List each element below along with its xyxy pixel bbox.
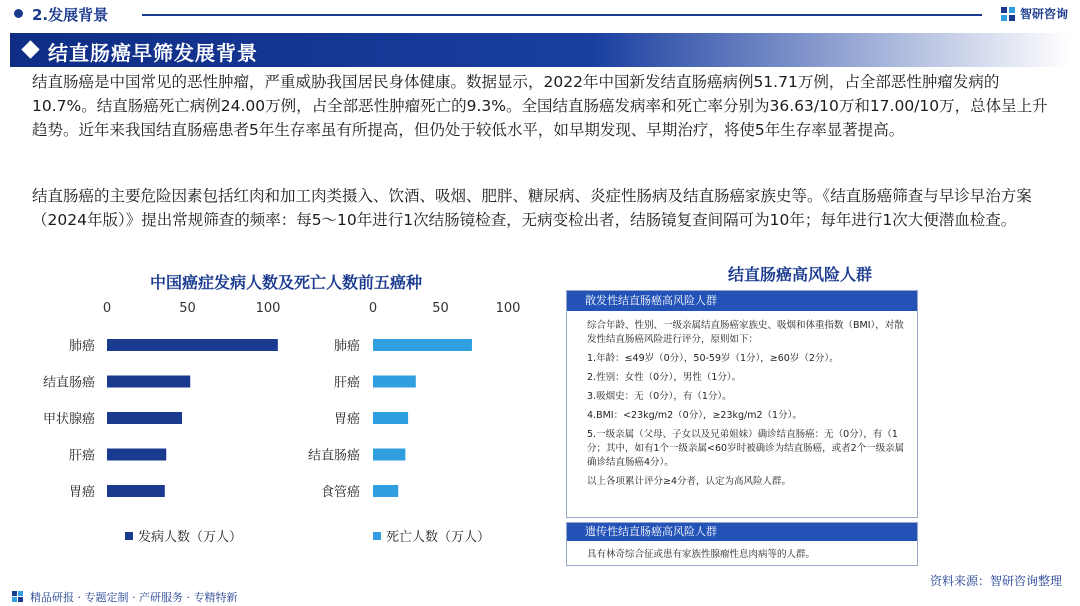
x-tick-label: 50 [179, 301, 196, 316]
legend-label: 死亡人数（万人） [386, 530, 491, 545]
sporadic-risk-box [566, 290, 918, 518]
risk-conclusion: 以上各项累计评分≥4分者，认定为高风险人群。 [587, 476, 792, 487]
risk-item-family: 5.一级亲属（父母、子女以及兄弟姐妹）确诊结直肠癌：无（0分），有（1分；其中，如有1个一级亲属<60岁时被确诊为结直肠癌，或者2个一级亲属确诊结直肠癌4分）。 [587, 429, 905, 468]
paragraph-incidence: 结直肠癌是中国常见的恶性肿瘤，严重威胁我国居民身体健康。数据显示，2022年中国新发结直肠癌病例51.71万例，占全部恶性肿瘤发病的10.7%。结直肠癌死亡病例24.00万例，占全部恶性肿瘤死亡的9.3%。全国结直肠癌发病率和死亡率分别为36.63/10万和17.00/10万，总体呈上升趋势。近年来我国结直肠癌患者5年生存率虽有所提高，但仍处于较低水平，如早期发现、早期治疗，将使5年生存率显著提高。 [32, 73, 1048, 139]
section-title: 2.发展背景 [32, 6, 109, 24]
diamond-icon [21, 40, 39, 58]
legend-swatch [373, 532, 381, 540]
x-tick-label: 100 [495, 301, 521, 316]
legend-swatch [125, 532, 133, 540]
category-label: 肝癌 [333, 375, 360, 391]
category-label: 结直肠癌 [307, 448, 360, 464]
category-label: 肺癌 [68, 339, 95, 354]
bar [107, 449, 166, 461]
section-banner [10, 33, 1070, 67]
bar [107, 485, 165, 497]
bar [373, 412, 408, 424]
paragraph-risk-factors: 结直肠癌的主要危险因素包括红肉和加工肉类摄入、饮酒、吸烟、肥胖、糖尿病、炎症性肠病及结直肠癌家族史等。《结直肠癌筛查与早诊早治方案（2024年版）》提出常规筛查的频率：每5～10年进行1次结肠镜检查，无病变检出者，结肠镜复查间隔可为10年；每年进行1次大便潜血检查。 [32, 187, 1032, 229]
x-tick-label: 100 [255, 301, 281, 316]
bar [373, 449, 405, 461]
x-tick-label: 50 [432, 301, 449, 316]
section-bullet-icon [14, 9, 23, 18]
sporadic-risk-header: 散发性结直肠癌高风险人群 [567, 291, 917, 311]
footer-tagline: 精品研报 · 专题定制 · 产研服务 · 专精特新 [30, 591, 238, 604]
category-label: 食管癌 [320, 485, 360, 500]
bar [107, 339, 278, 351]
bar [107, 412, 182, 424]
source-note: 资料来源：智研咨询整理 [929, 574, 1062, 588]
category-label: 肺癌 [333, 339, 360, 354]
risk-item-gender: 2.性别：女性（0分），男性（1分）。 [587, 372, 742, 383]
banner-title: 结直肠癌早筛发展背景 [48, 41, 258, 65]
category-label: 结直肠癌 [42, 375, 95, 391]
chart-title: 中国癌症发病人数及死亡人数前五癌种 [150, 273, 423, 292]
bar [373, 485, 398, 497]
cancer-bar-charts [0, 290, 560, 560]
category-label: 胃癌 [333, 412, 360, 427]
hereditary-risk-text: 具有林奇综合征或患有家族性腺瘤性息肉病等的人群。 [587, 549, 816, 560]
x-tick-label: 0 [368, 301, 378, 316]
risk-item-age: 1.年龄：≤49岁（0分），50-59岁（1分），≥60岁（2分）。 [587, 353, 839, 364]
hereditary-risk-header: 遗传性结直肠癌高风险人群 [567, 523, 917, 541]
category-label: 甲状腺癌 [42, 412, 95, 427]
bar [373, 339, 472, 351]
bar [373, 376, 416, 388]
category-label: 胃癌 [68, 485, 95, 500]
sporadic-risk-body [587, 319, 909, 494]
category-label: 肝癌 [68, 448, 95, 464]
risk-intro: 综合年龄、性别、一级亲属结直肠癌家族史、吸烟和体重指数（BMI），对散发性结直肠癌风险进行评分，原则如下： [587, 320, 904, 345]
footer-logo-icon [12, 591, 24, 602]
logo-icon [1000, 6, 1016, 22]
hereditary-risk-box [566, 522, 918, 566]
x-tick-label: 0 [102, 301, 112, 316]
legend-label: 发病人数（万人） [138, 530, 243, 545]
risk-item-smoking: 3.吸烟史：无（0分），有（1分）。 [587, 391, 732, 402]
brand-logo [1000, 5, 1068, 22]
logo-text: 智研咨询 [1019, 7, 1068, 21]
header-divider [142, 14, 982, 16]
top-header [0, 0, 1080, 30]
risk-item-bmi: 4.BMI：<23kg/m2（0分），≥23kg/m2（1分）。 [587, 410, 802, 421]
bar [107, 376, 190, 388]
risk-panel-title: 结直肠癌高风险人群 [728, 265, 873, 284]
